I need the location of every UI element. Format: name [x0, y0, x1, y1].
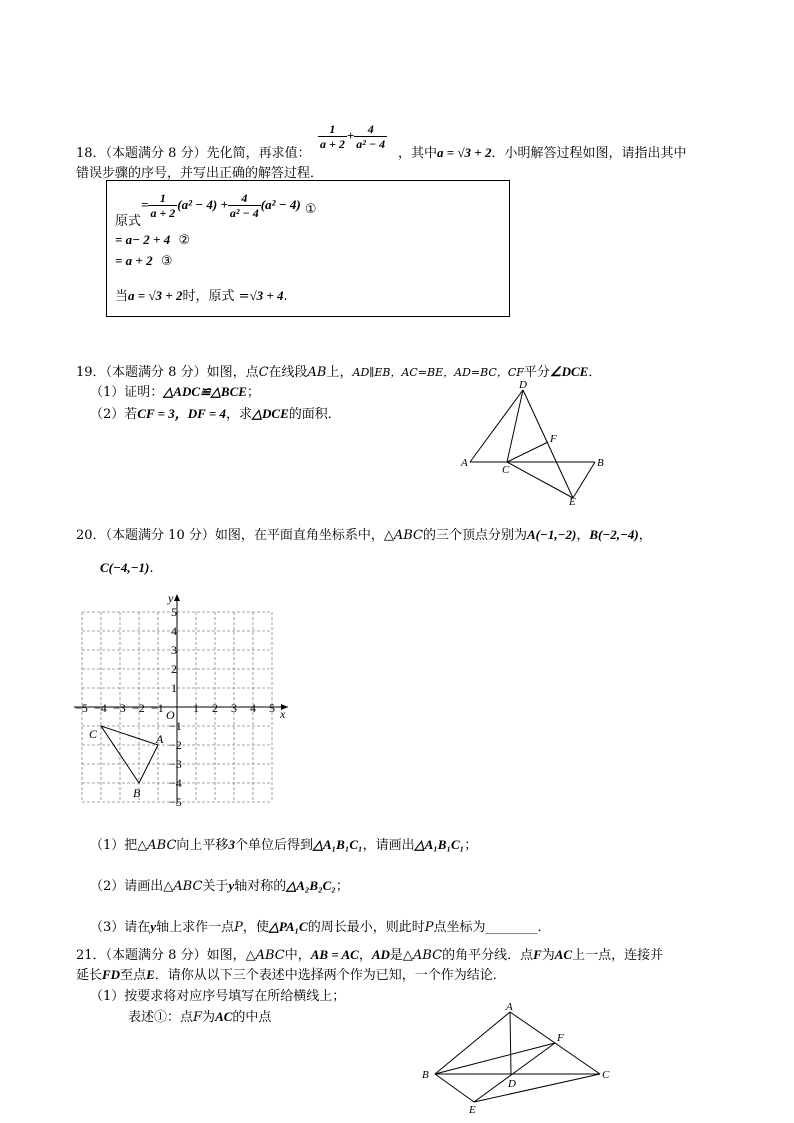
x-tick-label: 1 [193, 701, 199, 715]
x-tick-label: −5 [75, 701, 88, 715]
q20-part1: （1）把△ABC向上平移3个单位后得到△A₁B₁C₁，请画出△A₁B₁C₁； [90, 837, 478, 853]
q21-line1: 21．（本题满分 8 分）如图，△ABC中，AB = AC，AD是△ABC的角平分线．点F为AC上一点，连接并 [76, 947, 664, 963]
y-axis-arrow [174, 594, 180, 601]
q18-step1-frac2: $\frac{4}{\text{a² − 4}}$ [229, 191, 259, 220]
q21-segment-BE [435, 1074, 474, 1102]
q21-statement1: 表述①：点F为AC的中点 [128, 1009, 272, 1025]
y-tick-label: 1 [171, 681, 177, 695]
q21-figure [418, 998, 618, 1118]
x-tick-label: 3 [231, 701, 237, 715]
x-axis-label: x [280, 707, 286, 721]
q21-label-C: C [602, 1069, 610, 1081]
q21-part1: （1）按要求将对应序号填写在所给横线上； [90, 989, 346, 1004]
q21-label-B: B [422, 1069, 429, 1081]
q18-solution-box [106, 180, 510, 317]
q19-segment-DE [523, 390, 573, 498]
q21-line2: 延长FD至点E．请你从以下三个表述中选择两个作为已知，一个作为结论． [76, 967, 506, 983]
y-tick-label: −1 [169, 719, 182, 733]
y-axis-label: y [168, 591, 174, 605]
q20-line2: C(−4,−1). [100, 560, 154, 576]
q18-step1-frac1: $\frac{1}{a + 2}$ [150, 191, 176, 220]
x-tick-label: −3 [113, 701, 126, 715]
q19-segment-BE [573, 462, 595, 498]
q19-line1: 19．（本题满分 8 分）如图，点C在线段AB上，AD∥EB，AC=BE，AD=BC，CF平分∠DCE． [76, 364, 602, 380]
x-tick-label: 4 [250, 701, 256, 715]
point-label-A: A [156, 732, 164, 746]
point-label-B: B [133, 786, 141, 800]
q21-segment-AD [510, 1012, 511, 1074]
point-label-C: C [89, 727, 98, 741]
q19-part2: （2）若CF = 3，DF = 4，求△DCE的面积． [90, 406, 341, 422]
origin-label: O [166, 708, 175, 722]
q19-figure [455, 378, 615, 508]
q18-step2: = a− 2 + 4 ② [115, 232, 191, 248]
y-tick-label: −3 [169, 757, 182, 771]
q21-label-D: D [508, 1078, 516, 1090]
q19-label-C: C [502, 464, 510, 476]
y-tick-label: 5 [171, 605, 177, 619]
y-tick-label: 2 [171, 662, 177, 676]
q20-coordinate-grid [70, 590, 295, 810]
q19-label-F: F [550, 433, 557, 445]
y-tick-label: −2 [169, 738, 182, 752]
y-tick-label: −4 [169, 776, 182, 790]
q19-segment-CF [507, 442, 548, 462]
q21-label-F: F [557, 1032, 564, 1044]
q18-line1: 18．（本题满分 8 分）先化简，再求值： [76, 146, 311, 161]
x-tick-label: 5 [269, 701, 275, 715]
q18-fraction-1: $\frac{1}{a + 2}$ [320, 122, 345, 151]
x-tick-label: −4 [94, 701, 107, 715]
x-tick-label: 2 [212, 701, 218, 715]
x-tick-label: −2 [132, 701, 145, 715]
y-tick-label: −5 [169, 795, 182, 809]
q18-step3: = a + 2 ③ [115, 253, 173, 269]
q18-expression: $\frac{1}{a + 2}$ + $\frac{4}{\text{a² − 4}}$ [320, 122, 386, 151]
y-tick-label: 4 [171, 624, 177, 638]
q19-label-B: B [597, 457, 604, 469]
y-tick-label: 3 [171, 643, 177, 657]
q21-label-A: A [506, 1001, 513, 1013]
q18-fraction-2: $\frac{4}{\text{a² − 4}}$ [356, 122, 386, 151]
q18-step4: 当a = √3 + 2时，原式 =√3 + 4. [115, 288, 288, 304]
q19-part1: （1）证明：△ADC≌△BCE； [90, 384, 260, 400]
q18-condition: ，其中a = √3 + 2．小明解答过程如图，请指出其中 [398, 145, 687, 161]
x-tick-label: −1 [151, 701, 164, 715]
q20-part3: （3）请在y轴上求作一点P，使△PA₁C的周长最小，则此时P点坐标为________． [90, 919, 551, 935]
q19-label-D: D [519, 379, 527, 391]
q19-label-A: A [461, 457, 468, 469]
q18-line2: 错误步骤的序号，并写出正确的解答过程． [76, 166, 324, 181]
q19-segment-CE [507, 462, 573, 498]
q18-step1: 原式= $\frac{1}{a + 2}$ (a² − 4) + $\frac{4}{\text{a² − 4}}$ (a² − 4) ① [115, 191, 317, 229]
q19-label-E: E [569, 496, 576, 508]
triangle-ABC [101, 726, 158, 783]
q20-line1: 20．（本题满分 10 分）如图，在平面直角坐标系中，△ABC的三个顶点分别为A(−1,−2)，B(−2,−4)， [76, 527, 652, 543]
q20-part2: （2）请画出△ABC关于y轴对称的△A₂B₂C₂； [90, 878, 349, 894]
q21-label-E: E [469, 1104, 476, 1116]
